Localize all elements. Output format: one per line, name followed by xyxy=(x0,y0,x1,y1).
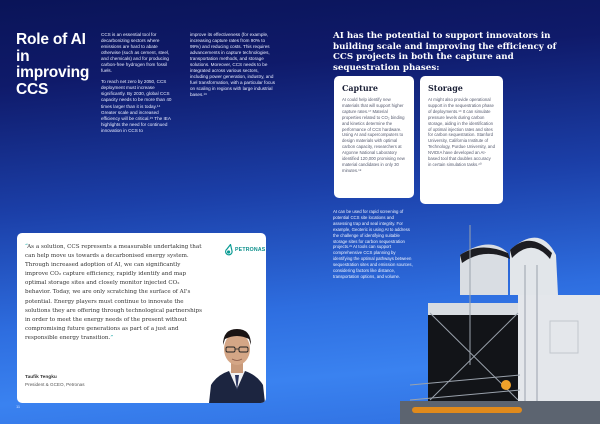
paragraph: improve its effectiveness (for example, increasing capture rates from 90% to 99%) and reducing costs. This requires advancements in capture technologies, transportation methods, and storage solutions. Moreover, CCS needs to be integrated across various sectors, including power generation, industry, and fuel transformation, with a particular focus on scaling in regions with large industrial bases.¹⁶ xyxy=(190,32,276,98)
card-title: Capture xyxy=(342,83,378,93)
page-title xyxy=(16,32,96,98)
intro-column-1 xyxy=(101,32,173,139)
title-line: in improving xyxy=(16,47,90,81)
paragraph: CCS is an essential tool for decarbonizing sectors where emissions are hard to abate otherwise (such as cement, steel, and chemicals) and for producing carbon-free hydrogen from fossil fuels. xyxy=(101,32,170,74)
title-line: CCS xyxy=(16,80,49,98)
intro-column-2 xyxy=(190,32,276,104)
page-number: 11 xyxy=(16,404,21,409)
title-line: Role of AI xyxy=(16,31,86,48)
speaker-portrait xyxy=(207,311,266,403)
paragraph: To reach net zero by 2050, CCS deployment must increase significantly. By 2030, global CCS capacity needs to be more than 40 times larger than it is today.¹⁴ Greater scale and increased efficiency will be critical.¹⁵ The IEA highlights the need for continued innovation in CCS to xyxy=(101,79,172,133)
close-quote-mark: ” xyxy=(110,334,114,341)
quote-body: As a solution, CCS represents a measurable undertaking that can help move us towards a decarbonised energy system. Through increased adoption of AI, we can significantly improve CO₂ capture efficiency, rapidly identify and map optimal storage sites and closely monitor injected CO₂ behavior. Today, we are only scratching the surface of AI's potential. Energy players must continue to innovate the solutions they are offering through technological partnerships in order to meet the energy needs of the present without compromising future generations as part of a just and responsible energy transition. xyxy=(25,244,202,341)
petronas-emblem-icon xyxy=(224,244,233,256)
logo-label: PETRONAS xyxy=(235,247,266,253)
speaker-name: Taufik Tengku xyxy=(25,375,57,380)
cooling-tower-image xyxy=(400,225,600,424)
storage-card xyxy=(420,76,503,204)
open-quote-mark: “ xyxy=(25,244,28,250)
card-body: AI could help identify new materials that will support higher capture rates.¹⁷ Material properties related to CO₂ binding and kinetics determine the performance of CCS hardware. Using AI and supercomputers to design materials with optimal carbon capacity, researchers at Argonne National Laboratory identified 120,000 promising new material candidates in only 30 minutes.¹⁸ xyxy=(342,97,405,173)
quote-card xyxy=(17,233,266,403)
card-body: AI might also provide operational support in the sequestration phase of deployments.¹⁹ It can simulate pressure levels during carbon storage, aiding in the identification of optimal injection rates and sites for carbon sequestration. Stanford University, California Institute of Technology, Purdue University, and NVIDIA have developed an AI-based tool that doubles accuracy in certain simulation tasks.²⁰ xyxy=(428,97,495,167)
capture-card xyxy=(334,76,414,198)
screening-paragraph: AI can be used for rapid screening of potential CCS site locations and assessing trap and seal integrity. For example, Geoteric is using AI to address the challenge of identifying suitable storage sites for carbon sequestration projects.²¹ AI tools can support comprehensive CCS planning by identifying the optimal pathways between sequestration sites and emission sources, considering factors like distance, transportation options, and volume. xyxy=(333,209,413,279)
speaker-role: President & GCEO, Petronas xyxy=(25,382,85,387)
petronas-logo xyxy=(224,244,265,256)
card-title: Storage xyxy=(428,83,463,93)
quote-text xyxy=(25,243,205,343)
section-headline: AI has the potential to support innovators in building scale and improving the efficiency of CCS projects in both the capture and sequestration phases: xyxy=(333,31,557,73)
